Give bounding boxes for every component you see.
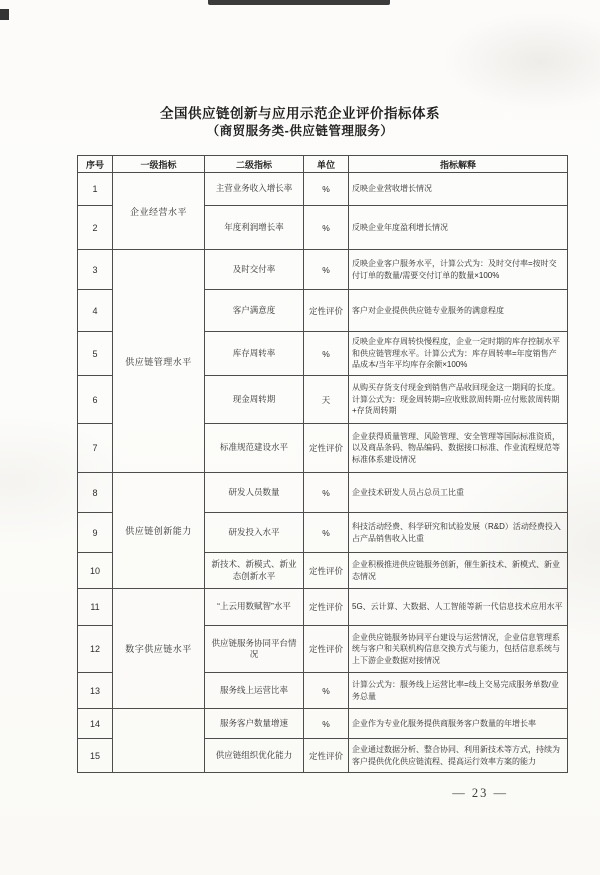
cell-unit: %: [304, 173, 349, 206]
cell-explanation: 企业作为专业化服务提供商服务客户数量的年增长率: [349, 709, 568, 739]
cell-unit: %: [304, 332, 349, 376]
cell-level2: 新技术、新模式、新业态创新水平: [205, 553, 304, 589]
cell-explanation: 客户对企业提供供应链专业服务的满意程度: [349, 290, 568, 332]
table-row: [78, 173, 568, 206]
cell-level1-group: 数字供应链水平: [113, 589, 205, 709]
cell-level2: 年度利润增长率: [205, 206, 304, 250]
cell-level2: 服务线上运营比率: [205, 673, 304, 709]
cell-level2: 主营业务收入增长率: [205, 173, 304, 206]
cell-explanation: 从购买存货支付现金到销售产品收回现金这一期间的长度。计算公式为：现金周转期=应收账款周转期-应付账款周转期+存货周转期: [349, 376, 568, 424]
cell-level2: “上云用数赋智”水平: [205, 589, 304, 626]
cell-explanation: 企业积极推进供应链服务创新，催生新技术、新模式、新业态情况: [349, 553, 568, 589]
cell-level2: 服务客户数量增速: [205, 709, 304, 739]
cell-unit: 定性评价: [304, 739, 349, 773]
scan-artifact-corner-mark: [0, 9, 9, 20]
header-level2-indicator: 二级指标: [205, 156, 304, 173]
cell-serial: 15: [78, 739, 113, 773]
cell-explanation: 反映企业年度盈利增长情况: [349, 206, 568, 250]
cell-unit: 定性评价: [304, 424, 349, 473]
cell-explanation: 企业通过数据分析、整合协同、利用新技术等方式，持续为客户提供优化供应链流程、提高运行效率方案的能力: [349, 739, 568, 773]
document-title: 全国供应链创新与应用示范企业评价指标体系: [160, 106, 440, 121]
cell-serial: 6: [78, 376, 113, 424]
cell-unit: %: [304, 513, 349, 553]
table-row: [78, 473, 568, 513]
cell-serial: 12: [78, 626, 113, 673]
cell-level2: 客户满意度: [205, 290, 304, 332]
cell-level2: 标准规范建设水平: [205, 424, 304, 473]
page-number: — 23 —: [452, 786, 508, 800]
table-row: [78, 589, 568, 626]
cell-unit: 天: [304, 376, 349, 424]
cell-level2: 及时交付率: [205, 250, 304, 290]
cell-serial: 14: [78, 709, 113, 739]
cell-unit: %: [304, 206, 349, 250]
cell-unit: %: [304, 473, 349, 513]
cell-serial: 9: [78, 513, 113, 553]
header-unit: 单位: [304, 156, 349, 173]
cell-level1-group: 供应链管理水平: [113, 250, 205, 473]
cell-explanation: 计算公式为：服务线上运营比率=线上交易完成服务单数/业务总量: [349, 673, 568, 709]
cell-explanation: 反映企业库存周转快慢程度，企业一定时期的库存控制水平和供应链管理水平。计算公式为：库存周转率=年度销售产品成本/当年平均库存余额×100%: [349, 332, 568, 376]
cell-unit: %: [304, 673, 349, 709]
cell-explanation: 反映企业营收增长情况: [349, 173, 568, 206]
cell-explanation: 企业获得质量管理、风险管理、安全管理等国际标准资质，以及商品条码、物品编码、数据接口标准、作业流程规范等标准体系建设情况: [349, 424, 568, 473]
scan-artifact-top-bar: [208, 0, 390, 5]
indicator-table: [77, 155, 568, 773]
cell-serial: 10: [78, 553, 113, 589]
header-explanation: 指标解释: [349, 156, 568, 173]
cell-level2: 供应链服务协同平台情况: [205, 626, 304, 673]
cell-unit: %: [304, 250, 349, 290]
cell-explanation: 5G、云计算、大数据、人工智能等新一代信息技术应用水平: [349, 589, 568, 626]
cell-unit: 定性评价: [304, 290, 349, 332]
cell-explanation: 企业技术研发人员占总员工比重: [349, 473, 568, 513]
cell-serial: 13: [78, 673, 113, 709]
cell-serial: 8: [78, 473, 113, 513]
cell-unit: %: [304, 709, 349, 739]
cell-serial: 5: [78, 332, 113, 376]
cell-explanation: 企业供应链服务协同平台建设与运营情况，企业信息管理系统与客户和关联机构信息交换方式与能力，包括信息系统与上下游企业数据对接情况: [349, 626, 568, 673]
cell-explanation: 反映企业客户服务水平，计算公式为：及时交付率=按时交付订单的数量/需要交付订单的数量×100%: [349, 250, 568, 290]
cell-serial: 7: [78, 424, 113, 473]
cell-explanation: 科技活动经费、科学研究和试验发展（R&D）活动经费投入占产品销售收入比重: [349, 513, 568, 553]
cell-serial: 1: [78, 173, 113, 206]
cell-unit: 定性评价: [304, 626, 349, 673]
cell-level1-group: 供应链创新能力: [113, 473, 205, 589]
document-title-block: [0, 106, 600, 139]
cell-level2: 库存周转率: [205, 332, 304, 376]
cell-serial: 11: [78, 589, 113, 626]
table-row: [78, 709, 568, 739]
header-serial-number: 序号: [78, 156, 113, 173]
document-subtitle: （商贸服务类-供应链管理服务）: [206, 123, 394, 138]
cell-serial: 3: [78, 250, 113, 290]
cell-level2: 研发投入水平: [205, 513, 304, 553]
cell-level2: 现金周转期: [205, 376, 304, 424]
cell-level1-group: 企业经营水平: [113, 173, 205, 250]
cell-serial: 4: [78, 290, 113, 332]
cell-level2: 研发人员数量: [205, 473, 304, 513]
table-row: [78, 250, 568, 290]
cell-unit: 定性评价: [304, 589, 349, 626]
cell-level1-group: [113, 709, 205, 773]
cell-serial: 2: [78, 206, 113, 250]
cell-level2: 供应链组织优化能力: [205, 739, 304, 773]
header-level1-indicator: 一级指标: [113, 156, 205, 173]
cell-unit: 定性评价: [304, 553, 349, 589]
table-header-row: [78, 156, 568, 173]
